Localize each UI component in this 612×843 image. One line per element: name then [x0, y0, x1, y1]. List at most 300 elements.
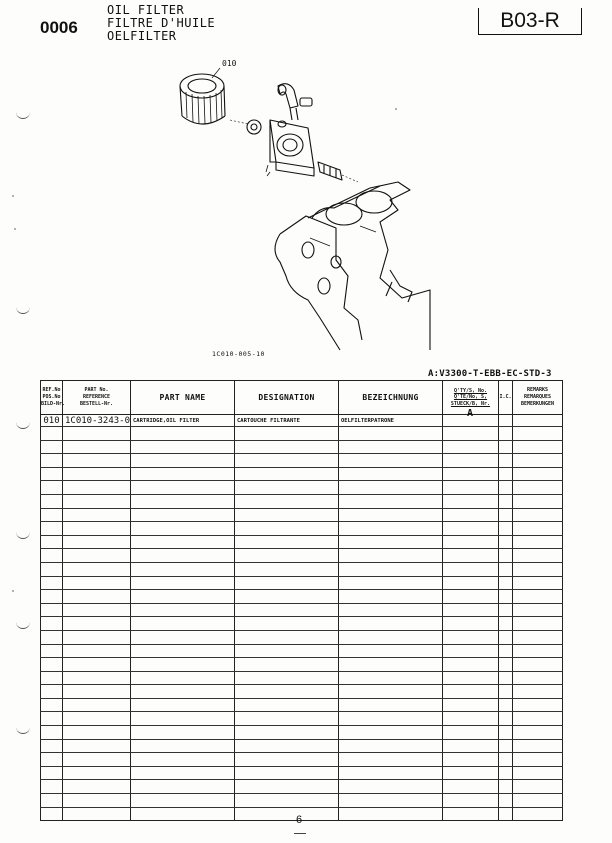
cell-bezeichnung — [339, 454, 443, 468]
cell-designation — [235, 494, 339, 508]
cell-bezeichnung — [339, 549, 443, 563]
cell-part-no — [63, 644, 131, 658]
cell-part-no — [63, 454, 131, 468]
cell-ic — [499, 576, 513, 590]
cell-qty — [443, 508, 499, 522]
cell-ic — [499, 467, 513, 481]
table-row-empty — [41, 780, 563, 794]
cell-qty — [443, 753, 499, 767]
cell-ic — [499, 671, 513, 685]
oil-filter-cartridge-icon — [180, 74, 225, 124]
cell-part-no — [63, 753, 131, 767]
cell-designation — [235, 630, 339, 644]
table-row-empty — [41, 739, 563, 753]
table-row-empty — [41, 467, 563, 481]
cell-designation — [235, 685, 339, 699]
cell-designation — [235, 671, 339, 685]
cell-part-no — [63, 712, 131, 726]
cell-ref — [41, 753, 63, 767]
cell-part-name — [131, 630, 235, 644]
cell-part-name — [131, 753, 235, 767]
cell-ref — [41, 698, 63, 712]
cell-ic — [499, 508, 513, 522]
cell-ic — [499, 415, 513, 427]
cell-qty — [443, 630, 499, 644]
cell-ic — [499, 522, 513, 536]
cell-qty — [443, 454, 499, 468]
cell-remarks — [513, 427, 563, 441]
cell-ref — [41, 644, 63, 658]
cell-bezeichnung — [339, 576, 443, 590]
title-fr: FILTRE D'HUILE — [107, 16, 216, 30]
exploded-view-drawing — [130, 50, 460, 350]
cell-part-no: 1C010-3243-0 — [63, 415, 131, 427]
cell-designation — [235, 794, 339, 808]
cell-ref — [41, 671, 63, 685]
page-number: 6 — [296, 814, 303, 826]
footer-rule — [294, 833, 306, 834]
cell-designation — [235, 522, 339, 536]
cell-ref — [41, 780, 63, 794]
cell-part-no — [63, 630, 131, 644]
table-row-empty — [41, 494, 563, 508]
cell-part-name — [131, 508, 235, 522]
cell-part-no — [63, 726, 131, 740]
cell-bezeichnung — [339, 522, 443, 536]
cell-designation — [235, 766, 339, 780]
table-row-empty — [41, 726, 563, 740]
cell-part-name — [131, 644, 235, 658]
cell-qty — [443, 494, 499, 508]
cell-ref — [41, 494, 63, 508]
page-code: B03-R — [478, 8, 582, 35]
cell-bezeichnung — [339, 766, 443, 780]
table-row-empty — [41, 508, 563, 522]
cell-remarks — [513, 753, 563, 767]
cell-bezeichnung — [339, 467, 443, 481]
cell-part-name — [131, 671, 235, 685]
cell-remarks — [513, 576, 563, 590]
binder-mark — [16, 110, 30, 119]
cell-ref — [41, 658, 63, 672]
cell-ref — [41, 685, 63, 699]
table-row-empty — [41, 766, 563, 780]
cell-bezeichnung — [339, 590, 443, 604]
cell-qty — [443, 535, 499, 549]
cell-bezeichnung: OELFILTERPATRONE — [339, 415, 443, 427]
cell-designation — [235, 753, 339, 767]
cell-bezeichnung — [339, 535, 443, 549]
cell-ref — [41, 617, 63, 631]
cell-remarks — [513, 481, 563, 495]
cell-ic — [499, 562, 513, 576]
cell-bezeichnung — [339, 739, 443, 753]
table-row-empty — [41, 698, 563, 712]
cell-part-name — [131, 807, 235, 821]
cell-bezeichnung — [339, 508, 443, 522]
cell-bezeichnung — [339, 698, 443, 712]
cell-designation — [235, 535, 339, 549]
table-row-empty — [41, 427, 563, 441]
cell-ref — [41, 535, 63, 549]
cell-ic — [499, 481, 513, 495]
cell-bezeichnung — [339, 726, 443, 740]
col-part-name-header: PART NAME — [131, 381, 235, 415]
cell-designation — [235, 658, 339, 672]
title-de: OELFILTER — [107, 29, 177, 43]
cell-ref — [41, 712, 63, 726]
cell-qty — [443, 522, 499, 536]
col-part-no-header: PART No. REFERENCE BESTELL-Nr. — [63, 381, 131, 415]
table-row-empty — [41, 685, 563, 699]
nipple-icon — [230, 120, 261, 134]
table-row-empty — [41, 794, 563, 808]
cell-bezeichnung — [339, 617, 443, 631]
table-row-empty — [41, 658, 563, 672]
cell-qty — [443, 726, 499, 740]
cell-part-no — [63, 522, 131, 536]
binder-mark — [16, 530, 30, 539]
scan-speck — [14, 228, 16, 230]
cell-remarks — [513, 807, 563, 821]
cell-remarks — [513, 780, 563, 794]
cell-part-name — [131, 535, 235, 549]
cell-bezeichnung — [339, 644, 443, 658]
cell-part-name — [131, 603, 235, 617]
cell-ref — [41, 522, 63, 536]
table-row-empty — [41, 753, 563, 767]
col-designation-header: DESIGNATION — [235, 381, 339, 415]
cell-qty — [443, 698, 499, 712]
cell-part-no — [63, 780, 131, 794]
parts-table — [40, 380, 563, 821]
cell-remarks — [513, 698, 563, 712]
table-row-empty — [41, 522, 563, 536]
cell-qty — [443, 780, 499, 794]
hose-fitting-icon — [278, 84, 312, 127]
cell-ref — [41, 481, 63, 495]
cell-remarks — [513, 590, 563, 604]
cell-qty — [443, 807, 499, 821]
cell-ic — [499, 658, 513, 672]
scan-speck — [12, 195, 14, 197]
cell-bezeichnung — [339, 671, 443, 685]
table-row — [41, 415, 563, 427]
cell-part-no — [63, 508, 131, 522]
cell-ref — [41, 807, 63, 821]
cell-ref — [41, 630, 63, 644]
cell-ic — [499, 617, 513, 631]
cell-remarks — [513, 644, 563, 658]
cell-designation — [235, 427, 339, 441]
cell-designation — [235, 698, 339, 712]
cell-ref — [41, 427, 63, 441]
cell-remarks — [513, 617, 563, 631]
cell-ic — [499, 603, 513, 617]
cell-ic — [499, 726, 513, 740]
cell-bezeichnung — [339, 794, 443, 808]
cell-remarks — [513, 494, 563, 508]
cell-qty — [443, 739, 499, 753]
cell-qty — [443, 603, 499, 617]
cell-remarks — [513, 440, 563, 454]
cell-qty — [443, 658, 499, 672]
table-row-empty — [41, 576, 563, 590]
pressure-switch-icon — [318, 162, 342, 180]
cell-part-no — [63, 603, 131, 617]
sheet-number: 0006 — [40, 18, 78, 37]
cell-bezeichnung — [339, 481, 443, 495]
cell-part-no — [63, 658, 131, 672]
cell-ref — [41, 590, 63, 604]
table-row-empty — [41, 481, 563, 495]
cell-designation — [235, 562, 339, 576]
table-row-empty — [41, 644, 563, 658]
cell-remarks — [513, 685, 563, 699]
table-row-empty — [41, 454, 563, 468]
cell-bezeichnung — [339, 658, 443, 672]
cell-qty — [443, 794, 499, 808]
scan-speck — [12, 590, 14, 592]
cell-ref — [41, 549, 63, 563]
cell-qty — [443, 766, 499, 780]
cell-remarks — [513, 671, 563, 685]
cell-designation — [235, 780, 339, 794]
cell-bezeichnung — [339, 427, 443, 441]
cell-remarks — [513, 726, 563, 740]
cell-ic — [499, 780, 513, 794]
cell-bezeichnung — [339, 753, 443, 767]
cell-designation — [235, 644, 339, 658]
cell-part-name — [131, 494, 235, 508]
cell-qty — [443, 549, 499, 563]
cell-part-name — [131, 576, 235, 590]
cell-qty — [443, 617, 499, 631]
cell-ic — [499, 807, 513, 821]
cell-ic — [499, 427, 513, 441]
cell-remarks — [513, 454, 563, 468]
table-row-empty — [41, 617, 563, 631]
cell-part-name — [131, 712, 235, 726]
cell-part-no — [63, 766, 131, 780]
cell-bezeichnung — [339, 807, 443, 821]
cell-part-name — [131, 549, 235, 563]
table-row-empty — [41, 712, 563, 726]
cell-qty — [443, 427, 499, 441]
table-row-empty — [41, 603, 563, 617]
cell-designation — [235, 440, 339, 454]
cell-part-no — [63, 427, 131, 441]
cell-part-no — [63, 576, 131, 590]
cell-ic — [499, 440, 513, 454]
cell-ref — [41, 726, 63, 740]
cell-part-name — [131, 562, 235, 576]
cell-ref — [41, 467, 63, 481]
cell-bezeichnung — [339, 712, 443, 726]
cell-part-name — [131, 454, 235, 468]
cell-bezeichnung — [339, 494, 443, 508]
cell-ref — [41, 562, 63, 576]
engine-block-icon — [275, 182, 430, 350]
cell-qty — [443, 576, 499, 590]
cell-designation — [235, 590, 339, 604]
cell-designation — [235, 549, 339, 563]
cell-qty — [443, 467, 499, 481]
cell-remarks — [513, 794, 563, 808]
cell-designation — [235, 739, 339, 753]
table-row-empty — [41, 590, 563, 604]
table-row-empty — [41, 671, 563, 685]
title-en: OIL FILTER — [107, 3, 185, 17]
binder-mark — [16, 725, 30, 734]
cell-remarks — [513, 522, 563, 536]
cell-remarks — [513, 766, 563, 780]
cell-designation — [235, 467, 339, 481]
cell-designation — [235, 712, 339, 726]
cell-part-name — [131, 590, 235, 604]
cell-remarks — [513, 739, 563, 753]
cell-remarks — [513, 603, 563, 617]
cell-bezeichnung — [339, 440, 443, 454]
cell-qty — [443, 590, 499, 604]
cell-part-no — [63, 698, 131, 712]
col-remarks-header: REMARKS REMARQUES BEMERKUNGEN — [513, 381, 563, 415]
cell-ic — [499, 685, 513, 699]
cell-part-no — [63, 494, 131, 508]
cell-qty — [443, 671, 499, 685]
cell-designation: CARTOUCHE FILTRANTE — [235, 415, 339, 427]
cell-remarks — [513, 467, 563, 481]
cell-part-name — [131, 780, 235, 794]
table-row-empty — [41, 535, 563, 549]
cell-remarks — [513, 549, 563, 563]
cell-remarks — [513, 508, 563, 522]
cell-part-name — [131, 685, 235, 699]
cell-designation — [235, 576, 339, 590]
cell-qty — [443, 644, 499, 658]
cell-designation — [235, 617, 339, 631]
cell-part-no — [63, 590, 131, 604]
cell-ref — [41, 794, 63, 808]
table-row-empty — [41, 630, 563, 644]
cell-ic — [499, 590, 513, 604]
cell-part-name — [131, 766, 235, 780]
cell-part-name — [131, 467, 235, 481]
binder-mark — [16, 420, 30, 429]
cell-part-no — [63, 440, 131, 454]
binder-mark — [16, 620, 30, 629]
cell-ic — [499, 454, 513, 468]
cell-ref — [41, 440, 63, 454]
drawing-reference: 1C010-005-10 — [212, 350, 265, 358]
cell-ref — [41, 739, 63, 753]
cell-part-no — [63, 535, 131, 549]
cell-designation — [235, 603, 339, 617]
cell-ref — [41, 603, 63, 617]
cell-part-no — [63, 617, 131, 631]
cell-designation — [235, 726, 339, 740]
cell-bezeichnung — [339, 630, 443, 644]
cell-qty — [443, 440, 499, 454]
cell-part-name — [131, 617, 235, 631]
cell-remarks — [513, 658, 563, 672]
table-header — [41, 381, 563, 415]
cell-part-no — [63, 685, 131, 699]
cell-ref — [41, 766, 63, 780]
cell-part-no — [63, 562, 131, 576]
cell-part-name — [131, 440, 235, 454]
cell-part-no — [63, 794, 131, 808]
cell-bezeichnung — [339, 562, 443, 576]
cell-ref — [41, 508, 63, 522]
cell-ic — [499, 712, 513, 726]
cell-remarks — [513, 630, 563, 644]
col-ic-header: I.C. — [499, 381, 513, 415]
cell-ic — [499, 644, 513, 658]
cell-remarks — [513, 415, 563, 427]
cell-ic — [499, 535, 513, 549]
cell-bezeichnung — [339, 685, 443, 699]
table-row-empty — [41, 440, 563, 454]
table-row-empty — [41, 562, 563, 576]
cell-part-name — [131, 726, 235, 740]
cell-part-name — [131, 522, 235, 536]
cell-ic — [499, 630, 513, 644]
cell-designation — [235, 508, 339, 522]
filter-bracket-icon — [270, 120, 314, 176]
binder-mark — [16, 305, 30, 314]
cell-part-name — [131, 739, 235, 753]
cell-bezeichnung — [339, 603, 443, 617]
cell-qty — [443, 685, 499, 699]
cell-part-name — [131, 427, 235, 441]
cell-ic — [499, 766, 513, 780]
col-ref-header: REF.No POS.No BILD-Nr. — [41, 381, 63, 415]
cell-remarks — [513, 712, 563, 726]
cell-ref — [41, 454, 63, 468]
cell-remarks — [513, 535, 563, 549]
cell-part-no — [63, 481, 131, 495]
qty-mark: A — [467, 408, 474, 419]
parts-table-body — [41, 415, 563, 821]
table-row-empty — [41, 549, 563, 563]
cell-part-no — [63, 549, 131, 563]
cell-designation — [235, 481, 339, 495]
cell-part-name: CARTRIDGE,OIL FILTER — [131, 415, 235, 427]
cell-qty — [443, 481, 499, 495]
cell-part-no — [63, 467, 131, 481]
col-qty-header: Q'TY/S, No. Q'TE/No, S, STUECK/B, Nr. A — [443, 381, 499, 415]
cell-qty — [443, 712, 499, 726]
cell-ic — [499, 753, 513, 767]
cell-designation — [235, 454, 339, 468]
cell-part-name — [131, 658, 235, 672]
cell-qty — [443, 562, 499, 576]
cell-part-name — [131, 794, 235, 808]
cell-ref — [41, 576, 63, 590]
cell-ic — [499, 494, 513, 508]
cell-ic — [499, 549, 513, 563]
cell-part-no — [63, 671, 131, 685]
cell-ic — [499, 698, 513, 712]
cell-part-no — [63, 739, 131, 753]
model-code: A:V3300-T-EBB-EC-STD-3 — [428, 369, 552, 379]
col-bezeichnung-header: BEZEICHNUNG — [339, 381, 443, 415]
cell-ref: 010 — [41, 415, 63, 427]
cell-part-name — [131, 481, 235, 495]
cell-part-no — [63, 807, 131, 821]
cell-ic — [499, 794, 513, 808]
